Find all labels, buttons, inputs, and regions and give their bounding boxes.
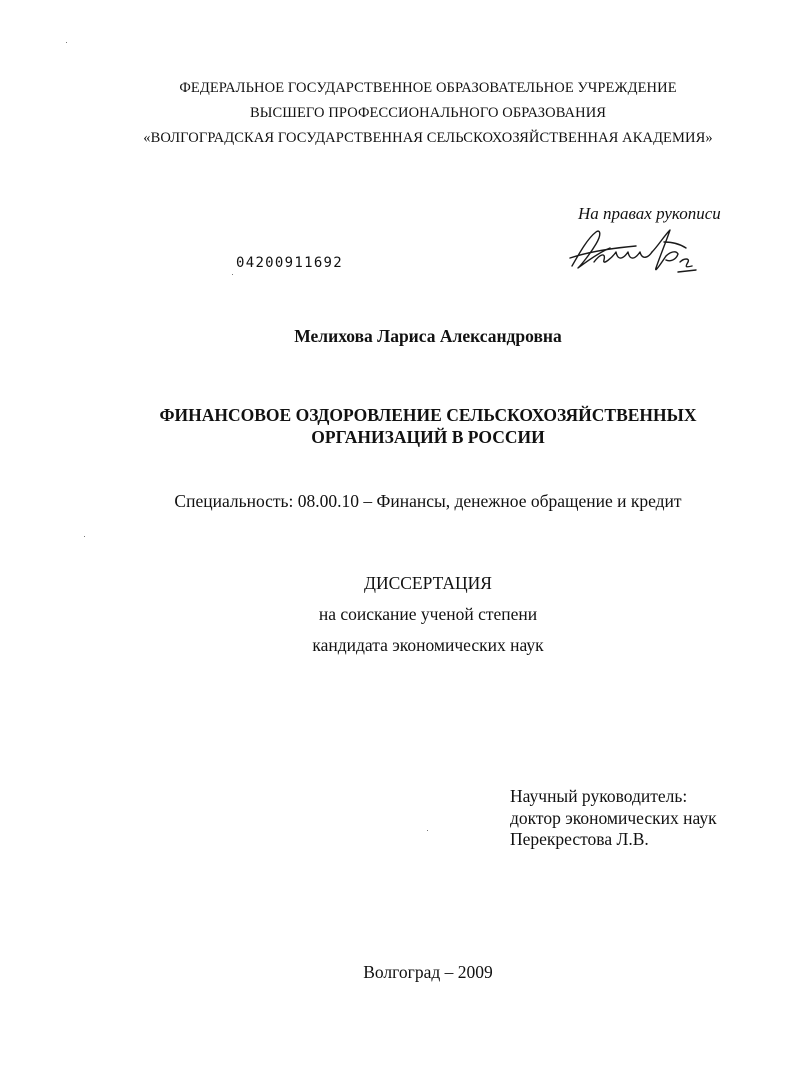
supervisor-label: Научный руководитель: xyxy=(510,786,688,806)
supervisor-name: Перекрестова Л.В. xyxy=(510,829,649,849)
degree-block xyxy=(0,568,796,661)
city-year: Волгоград – 2009 xyxy=(363,962,493,982)
manuscript-rights-note: На правах рукописи xyxy=(578,204,721,223)
supervisor-block xyxy=(510,786,717,851)
document-type: ДИССЕРТАЦИЯ xyxy=(364,573,492,593)
scan-speck xyxy=(84,536,85,537)
scan-speck xyxy=(427,830,428,831)
scan-speck xyxy=(232,274,233,275)
title-line-1: ФИНАНСОВОЕ ОЗДОРОВЛЕНИЕ СЕЛЬСКОХОЗЯЙСТВЕННЫХ xyxy=(159,405,697,425)
registration-number: 04200911692 xyxy=(236,255,344,271)
degree-purpose: на соискание ученой степени xyxy=(318,604,538,624)
institution-header xyxy=(0,76,796,151)
author-name: Мелихова Лариса Александровна xyxy=(294,326,562,346)
institution-line-1: ФЕДЕРАЛЬНОЕ ГОСУДАРСТВЕННОЕ ОБРАЗОВАТЕЛЬНОЕ УЧРЕЖДЕНИЕ xyxy=(179,80,677,96)
title-line-2: ОРГАНИЗАЦИЙ В РОССИИ xyxy=(311,427,545,447)
dissertation-title xyxy=(0,404,796,448)
degree-name: кандидата экономических наук xyxy=(312,635,544,655)
handwritten-signature xyxy=(566,222,706,280)
institution-line-2: ВЫСШЕГО ПРОФЕССИОНАЛЬНОГО ОБРАЗОВАНИЯ xyxy=(249,105,607,121)
specialty-line: Специальность: 08.00.10 – Финансы, денежное обращение и кредит xyxy=(174,491,682,511)
scan-speck xyxy=(66,42,67,43)
institution-line-3: «ВОЛГОГРАДСКАЯ ГОСУДАРСТВЕННАЯ СЕЛЬСКОХОЗЯЙСТВЕННАЯ АКАДЕМИЯ» xyxy=(143,130,713,146)
supervisor-rank: доктор экономических наук xyxy=(510,807,717,828)
